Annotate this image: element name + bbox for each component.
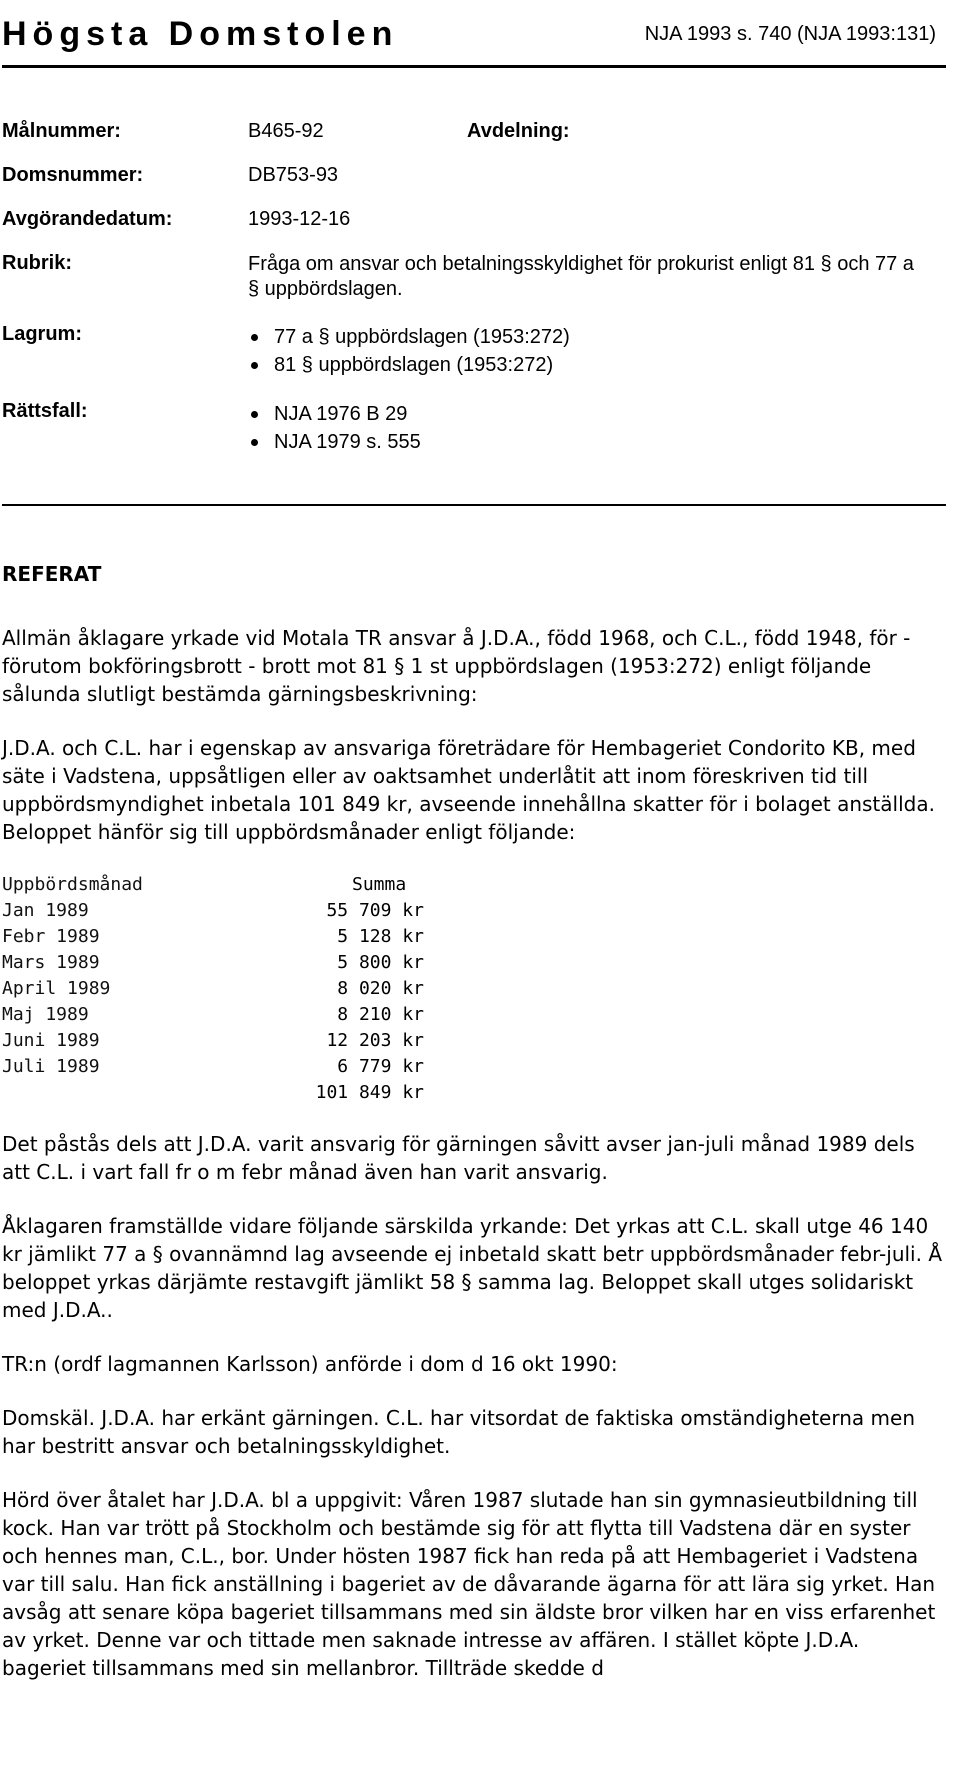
- lagrum-item: 81 § uppbördslagen (1953:272): [248, 351, 946, 379]
- rattsfall-item: NJA 1979 s. 555: [248, 428, 946, 456]
- lagrum-row: [2, 323, 946, 379]
- lagrum-list: [248, 323, 946, 379]
- table-cell-sum: 12 203 kr: [326, 1030, 424, 1051]
- case-metadata: [2, 120, 946, 456]
- table-total-spacer: [2, 1080, 294, 1106]
- referat-paragraph: Allmän åklagare yrkade vid Motala TR ansvar å J.D.A., född 1968, och C.L., född 1948, för - förutom bokföringsbrott - brott mot 81 § 1 st uppbördslagen (1953:272) enligt följande sålunda slutligt bestämda gärningsbeskrivning:: [2, 626, 911, 706]
- malnummer-row: [2, 120, 946, 143]
- avgorandedatum-value: 1993-12-16: [248, 208, 351, 230]
- table-header-month: Uppbördsmånad: [2, 874, 143, 895]
- table-row: [2, 898, 946, 924]
- table-cell-sum: 8 020 kr: [337, 978, 424, 999]
- malnummer-value: B465-92: [248, 120, 324, 142]
- rattsfall-item: NJA 1976 B 29: [248, 400, 946, 428]
- referat-paragraph: Det påstås dels att J.D.A. varit ansvarig för gärningen såvitt avser jan-juli månad 1989 dels att C.L. i vart fall fr o m febr månad även han varit ansvarig.: [2, 1132, 915, 1184]
- table-cell-month: Juni 1989: [2, 1030, 100, 1051]
- table-row: [2, 950, 946, 976]
- table-cell-month: Mars 1989: [2, 952, 100, 973]
- referat-paragraph: J.D.A. och C.L. har i egenskap av ansvariga företrädare för Hembageriet Condorito KB, med säte i Vadstena, uppsåtligen eller av oaktsamhet underlåtit att inom föreskriven tid till uppbördsmyndighet inbetala 101 849 kr, avseende innehållna skatter för i bolaget anställda. Beloppet hänför sig till uppbördsmånader enligt följande:: [2, 736, 935, 844]
- rattsfall-list: [248, 400, 946, 456]
- table-header-row: [2, 872, 946, 898]
- referat-paragraph: TR:n (ordf lagmannen Karlsson) anförde i dom d 16 okt 1990:: [2, 1352, 618, 1376]
- referat-paragraph: Hörd över åtalet har J.D.A. bl a uppgivit: Våren 1987 slutade han sin gymnasieutbildning till kock. Han var trött på Stockholm och bestämde sig för att flytta till Vadstena där en syster och hennes man, C.L., bor. Under hösten 1987 fick han reda på att Hembageriet i Vadstena var till salu. Han fick anställning i bageriet av de dåvarande ägarna för att lära sig yrket. Han avsåg att senare köpa bageriet tillsammans med sin äldste bror vilken har en viss erfarenhet av yrket. Denne var och tittade men saknade intresse av affären. I stället köpte J.D.A. bageriet tillsammans med sin mellanbror. Tillträde skedde d: [2, 1488, 936, 1680]
- table-cell-sum: 55 709 kr: [326, 900, 424, 921]
- case-reference: NJA 1993 s. 740 (NJA 1993:131): [644, 23, 936, 45]
- lagrum-label: Lagrum:: [2, 323, 82, 345]
- referat-heading: REFERAT: [2, 562, 102, 586]
- domsnummer-value: DB753-93: [248, 164, 339, 186]
- table-cell-sum: 5 800 kr: [337, 952, 424, 973]
- avdelning-label: Avdelning:: [467, 120, 570, 142]
- tax-months-table: [2, 872, 946, 1106]
- table-cell-sum: 5 128 kr: [337, 926, 424, 947]
- table-cell-sum: 8 210 kr: [337, 1004, 424, 1025]
- page-header: [2, 4, 946, 68]
- referat-paragraph: Åklagaren framställde vidare följande särskilda yrkande: Det yrkas att C.L. skall utge 46 140 kr jämlikt 77 a § ovannämnd lag avseende ej inbetald skatt betr uppbördsmånader febr-juli. Å beloppet yrkas därjämte restavgift jämlikt 58 § samma lag. Beloppet skall utges solidariskt med J.D.A..: [2, 1214, 942, 1322]
- table-cell-month: April 1989: [2, 978, 111, 999]
- court-name: Högsta Domstolen: [2, 15, 399, 53]
- avgorandedatum-label: Avgörandedatum:: [2, 208, 173, 230]
- rattsfall-row: [2, 400, 946, 456]
- table-total-row: [2, 1080, 946, 1106]
- malnummer-label: Målnummer:: [2, 120, 121, 142]
- table-header-sum: Summa: [352, 874, 407, 895]
- table-cell-month: Maj 1989: [2, 1004, 89, 1025]
- rubrik-value: Fråga om ansvar och betalningsskyldighet för prokurist enligt 81 § och 77 a § uppbördslagen.: [248, 253, 914, 300]
- section-divider: [2, 504, 946, 506]
- lagrum-item: 77 a § uppbördslagen (1953:272): [248, 323, 946, 351]
- domsnummer-label: Domsnummer:: [2, 164, 144, 186]
- referat-paragraph: Domskäl. J.D.A. har erkänt gärningen. C.L. har vitsordat de faktiska omständigheterna men har bestritt ansvar och betalningsskyldighet.: [2, 1406, 915, 1458]
- table-row: [2, 924, 946, 950]
- table-total: 101 849 kr: [315, 1082, 424, 1103]
- rattsfall-label: Rättsfall:: [2, 400, 88, 422]
- table-cell-sum: 6 779 kr: [337, 1056, 424, 1077]
- table-cell-month: Jan 1989: [2, 900, 89, 921]
- rubrik-row: [2, 252, 946, 302]
- avgorandedatum-row: [2, 208, 946, 231]
- table-row: [2, 1002, 946, 1028]
- table-cell-month: Juli 1989: [2, 1056, 100, 1077]
- rubrik-label: Rubrik:: [2, 252, 72, 274]
- domsnummer-row: [2, 164, 946, 187]
- table-row: [2, 976, 946, 1002]
- table-cell-month: Febr 1989: [2, 926, 100, 947]
- table-row: [2, 1054, 946, 1080]
- table-row: [2, 1028, 946, 1054]
